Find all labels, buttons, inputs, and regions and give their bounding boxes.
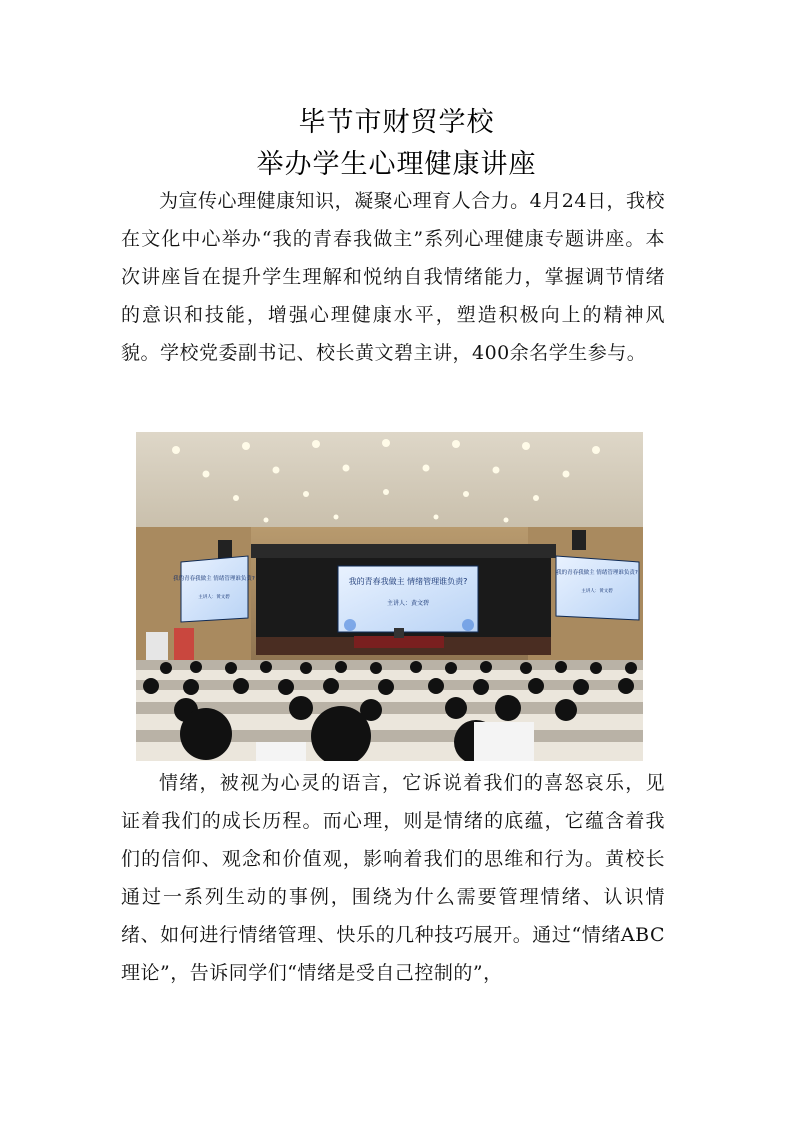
- left-screen-speaker: 主讲人：黄文碧: [198, 595, 230, 600]
- document-title-line1: 毕节市财贸学校: [298, 107, 495, 138]
- document-title-line2: 举办学生心理健康讲座: [256, 149, 537, 180]
- left-screen-title: 我的青春我做主 情绪管理谁负责?: [173, 576, 255, 582]
- center-screen-title: 我的青春我做主 情绪管理谁负责?: [348, 577, 468, 586]
- paragraph-intro: 为宣传心理健康知识，凝聚心理育人合力。4月24日，我校在文化中心举办“我的青春我做主”系列心理健康专题讲座。本次讲座旨在提升学生理解和悦纳自我情绪能力，掌握调节情绪的意识和技能，增强心理健康水平，塑造积极向上的精神风貌。学校党委副书记、校长黄文碧主讲，400余名学生参与。: [121, 190, 665, 364]
- right-screen-title: 我的青春我做主 情绪管理谁负责?: [556, 570, 638, 576]
- paragraph-body: 情绪，被视为心灵的语言，它诉说着我们的喜怒哀乐，见证着我们的成长历程。而心理，则是情绪的底蕴，它蕴含着我们的信仰、观念和价值观，影响着我们的思维和行为。黄校长通过一系列生动的事例，围绕为什么需要管理情绪、认识情绪、如何进行情绪管理、快乐的几种技巧展开。通过“情绪ABC理论”，告诉同学们“情绪是受自己控制的”，: [121, 772, 665, 984]
- center-screen-speaker: 主讲人：黄文碧: [386, 600, 430, 607]
- lecture-hall-photo: [136, 432, 643, 761]
- right-screen-speaker: 主讲人：黄文碧: [581, 589, 613, 594]
